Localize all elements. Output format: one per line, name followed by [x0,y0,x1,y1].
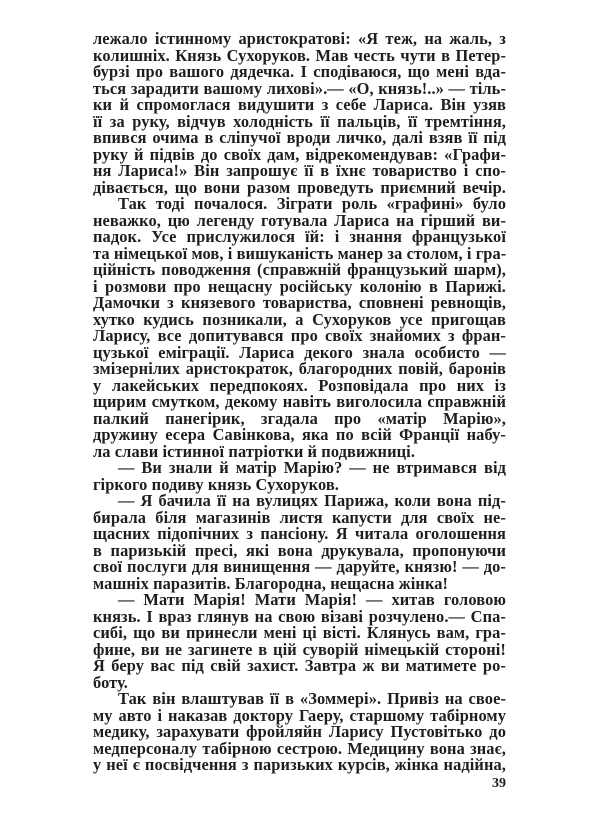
text-line: лежало істинному аристократові: «Я теж, на жаль, з [93,29,506,48]
text-line: му авто і наказав доктору Гаеру, старшому табірному [93,705,506,725]
text-line: у лакейських передпокоях. Розповідала про них із [93,375,506,395]
text-line: у неї є посвідчення з паризьких курсів, жінка надійна, [93,755,506,774]
paragraph [93,493,506,592]
paragraph [93,592,506,691]
text-line: Так тоді почалося. Зіграти роль «графині» було [118,194,506,213]
text-line: впився очима в сліпучої вроди личко, далі взяв її під [93,128,506,147]
text-line: бурзі про вашого дядечка. І сподіваюся, що мені вда- [93,62,506,81]
text-line: хутко кудись позникали, а Сухоруков усе пригощав [93,309,506,329]
text-line: Я беру вас під свій захист. Завтра ж ви матимете ро- [93,656,506,675]
text-line: ня Лариса!» Він запрошує її в їхнє товариство і спо- [93,161,506,180]
text-line: — Ви знали й матір Марію? — не втримався від [118,458,506,477]
text-line: ки й спромоглася видушити з себе Лариса. Він узяв [93,95,506,114]
text-line: Так він влаштував її в «Зоммері». Привіз на свое- [118,689,506,708]
text-line: цузької еміграції. Лариса декого знала особисто — [93,342,506,362]
text-line: — Мати Марія! Мати Марія! — хитав головою [118,590,506,609]
text-line: боту. [93,672,128,692]
text-line: дружину есера Савінкова, яка по всій Франції набу- [93,425,506,444]
text-line: ться зарадити вашому лихові».— «О, князь!..» — тіль- [93,78,506,98]
text-line: Дамочки з князевого товариства, сповнені ревнощів, [93,293,506,312]
text-line: її за руку, відчув холодність її пальців, її тремтіння, [93,111,506,131]
paragraph [93,460,506,493]
text-line: колишніх. Князь Сухоруков. Мав честь чути в Петер- [93,45,506,65]
text-line: змізернілих аристократок, благородних повій, баронів [93,359,506,378]
text-line: машніх паразитів. Благородна, нещасна жінка! [93,573,449,593]
text-line: ла слави істинної патріотки й подвижниці. [93,441,416,461]
text-line: щасних підопічних з пансіону. Я читала оголошення [93,524,506,543]
text-line: і розмови про нещасну російську колонію в Парижі. [93,276,506,296]
text-line: — Я бачила її на вулицях Парижа, коли вона під- [118,491,506,510]
text-line: в паризькій пресі, які вона друкувала, пропонуючи [93,540,506,560]
text-line: свої послуги для винищення — даруйте, князю! — до- [93,557,506,576]
page-number: 39 [492,776,506,791]
text-line: сибі, що ви принесли мені ці вісті. Клянусь вам, гра- [93,623,506,642]
text-line: неважко, цю легенду готувала Лариса на гірший ви- [93,210,506,230]
text-line: дівається, що вони разом проведуть приємний вечір. [93,177,506,197]
text-line: бирала біля магазинів листя капусти для своїх не- [93,507,506,527]
paragraph [93,196,506,460]
text-line: князь. І враз глянув на свою візаві розчулено.— Спа- [93,606,506,626]
text-line: гіркого подиву князь Сухоруков. [93,474,340,494]
text-line: палкий панегірик, згадала про «матір Марію», [93,408,506,428]
text-line: та німецької мов, і вишуканість манер за столом, і гра- [93,243,507,263]
text-line: фине, ви не загинете в цій суворій німецькій стороні! [93,639,506,659]
text-line: Ларису, все допитувався про своїх знайомих з фран- [93,326,506,345]
text-line: медику, зарахувати фройляйн Ларису Пустовітько до [93,722,506,741]
text-line: щирим смутком, декому навіть виголосила справжній [93,392,506,411]
text-line: медперсоналу табірною сестрою. Медицину вона знає, [93,738,506,758]
text-line: руку й підвів до своїх дам, відрекомендував: «Графи- [93,144,506,164]
text-line: ційність поводження (справжній французький шарм), [93,260,506,279]
book-page-text [93,31,506,774]
text-line: падок. Усе прислужилося їй: і знання французької [93,227,506,246]
paragraph [93,31,506,196]
paragraph [93,691,506,774]
